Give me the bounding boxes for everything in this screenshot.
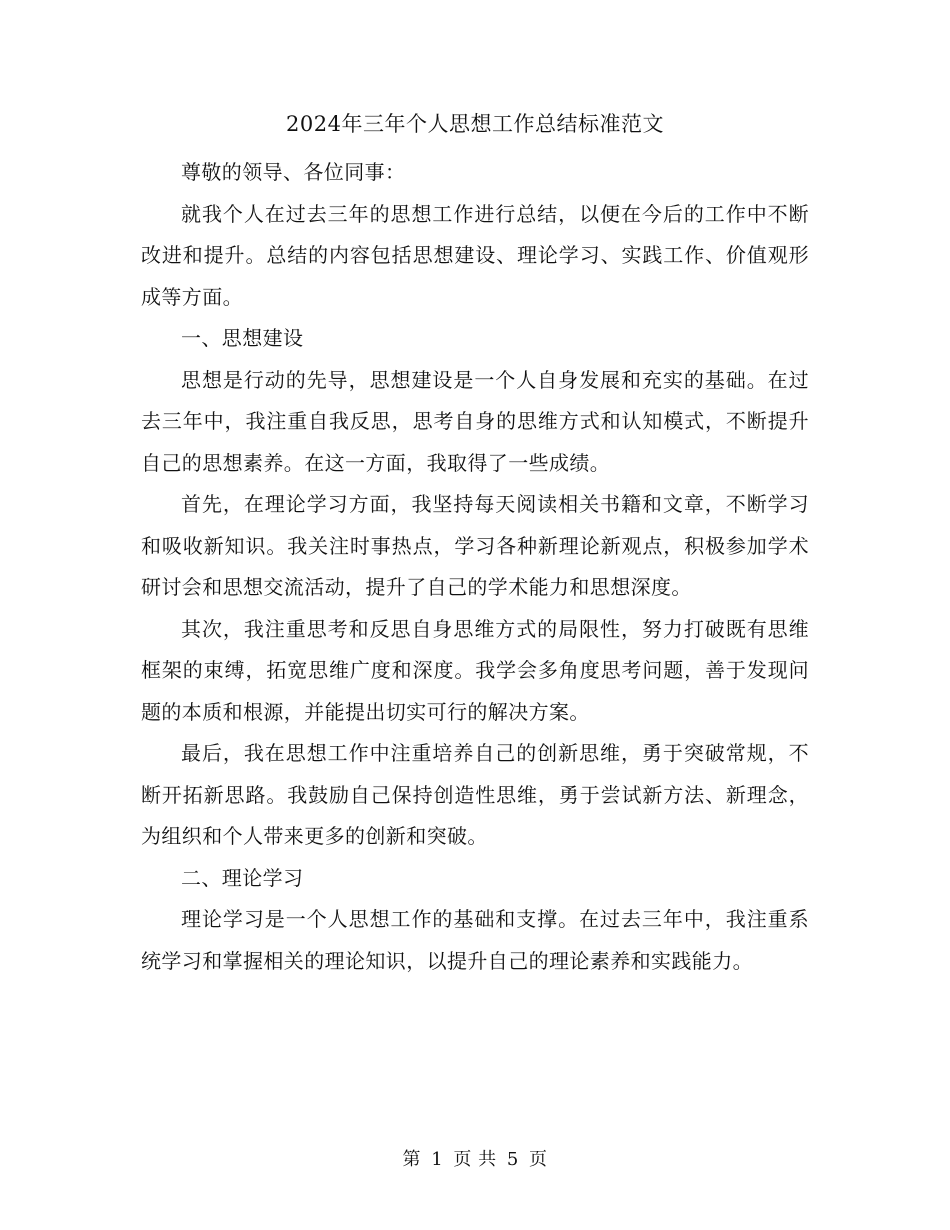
page-footer xyxy=(0,1142,950,1178)
section-heading-1: 一、思想建设 xyxy=(181,326,304,350)
document-title: 2024年三年个人思想工作总结标准范文 xyxy=(286,112,664,136)
page-label-mid: 页 共 xyxy=(453,1149,497,1170)
body-paragraph: 首先，在理论学习方面，我坚持每天阅读相关书籍和文章，不断学习和吸收新知识。我关注时事热点，学习各种新理论新观点，积极参加学术研讨会和思想交流活动，提升了自己的学术能力和思想深度。 xyxy=(141,492,809,599)
document-body xyxy=(141,152,809,982)
body-paragraph: 其次，我注重思考和反思自身思维方式的局限性，努力打破既有思维框架的束缚，拓宽思维广度和深度。我学会多角度思考问题，善于发现问题的本质和根源，并能提出切实可行的解决方案。 xyxy=(141,616,809,724)
total-pages-number: 5 xyxy=(506,1149,519,1170)
body-paragraph: 思想是行动的先导，思想建设是一个人自身发展和充实的基础。在过去三年中，我注重自我反思，思考自身的思维方式和认知模式，不断提升自己的思想素养。在这一方面，我取得了一些成绩。 xyxy=(141,367,809,475)
body-paragraph: 最后，我在思想工作中注重培养自己的创新思维，勇于突破常规，不断开拓新思路。我鼓励自己保持创造性思维，勇于尝试新方法、新理念，为组织和个人带来更多的创新和突破。 xyxy=(141,741,809,848)
current-page-number: 1 xyxy=(431,1149,444,1170)
page-label-suffix: 页 xyxy=(529,1149,548,1170)
intro-paragraph: 就我个人在过去三年的思想工作进行总结，以便在今后的工作中不断改进和提升。总结的内容包括思想建设、理论学习、实践工作、价值观形成等方面。 xyxy=(141,201,809,309)
body-paragraph: 理论学习是一个人思想工作的基础和支撑。在过去三年中，我注重系统学习和掌握相关的理论知识，以提升自己的理论素养和实践能力。 xyxy=(141,907,809,973)
page-label-prefix: 第 xyxy=(402,1149,421,1170)
salutation: 尊敬的领导、各位同事： xyxy=(181,160,406,184)
section-heading-2: 二、理论学习 xyxy=(181,865,304,890)
